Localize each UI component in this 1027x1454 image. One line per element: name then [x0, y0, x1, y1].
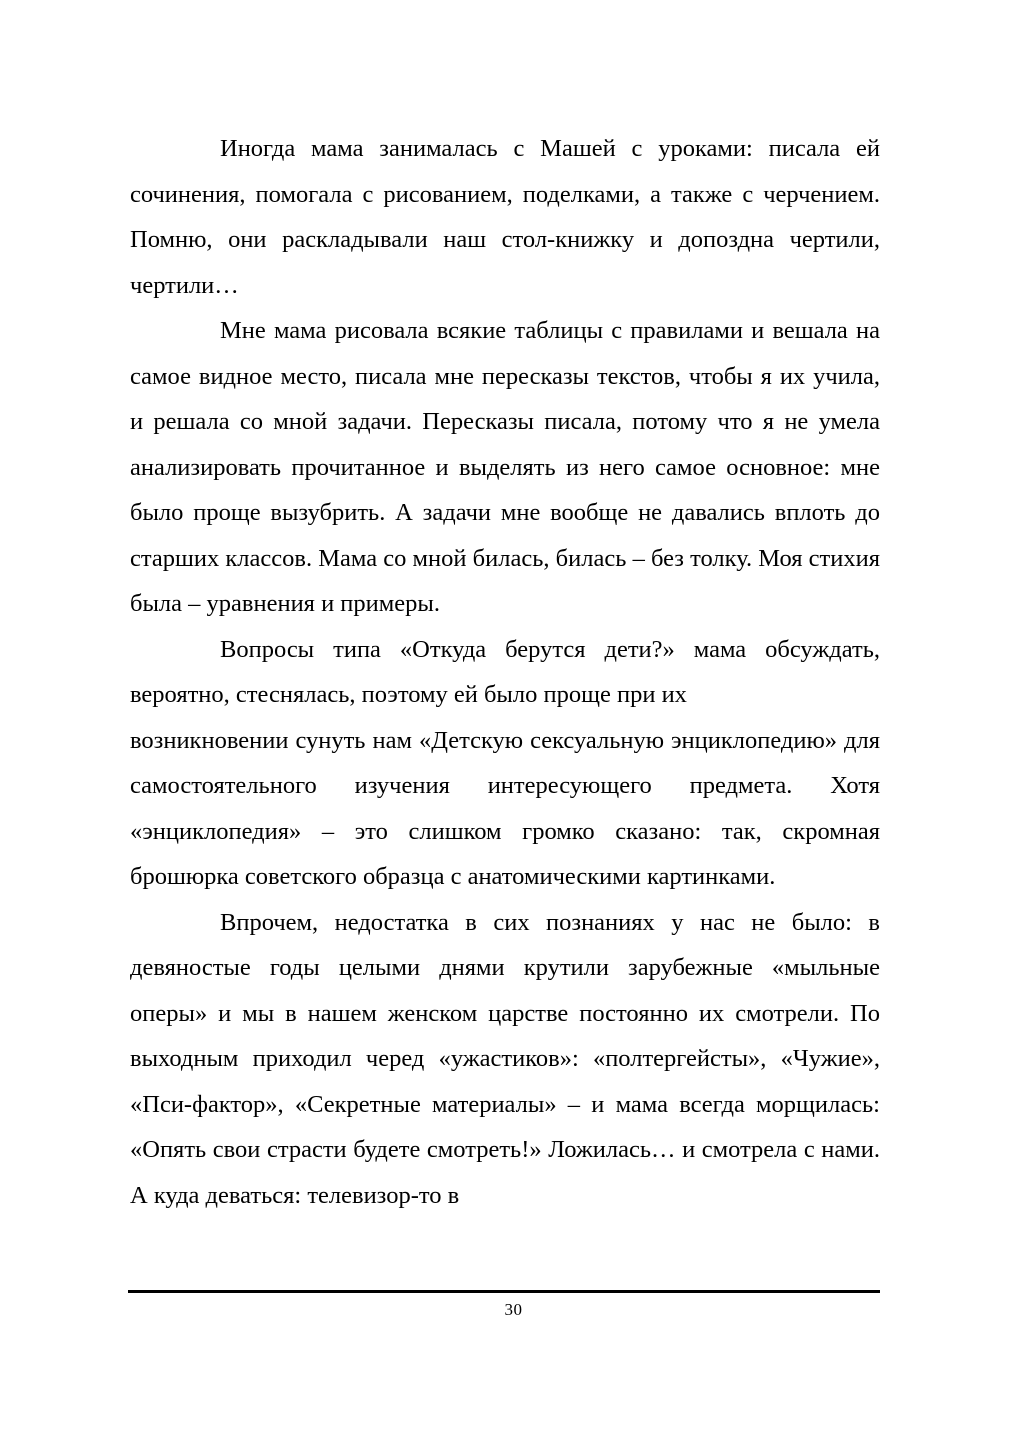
- paragraph-2: Мне мама рисовала всякие таблицы с правилами и вешала на самое видное место, писала мне пересказы текстов, чтобы я их учила, и решала со мной задачи. Пересказы писала, потому что я не умела анализировать прочитанное и выделять из него самое основное: мне было проще вызубрить. А задачи мне вообще не давались вплоть до старших классов. Мама со мной билась, билась – без толку. Моя стихия была – уравнения и примеры.: [130, 317, 880, 617]
- footer-divider: [128, 1290, 880, 1293]
- paragraph-1: Иногда мама занималась с Машей с уроками: писала ей сочинения, помогала с рисованием, поделками, а также с черчением. Помню, они раскладывали наш стол-книжку и допоздна чертили, чертили…: [130, 135, 880, 299]
- paragraph-4: Впрочем, недостатка в сих познаниях у нас не было: в девяностые годы целыми днями крутили зарубежные «мыльные оперы» и мы в нашем женском царстве постоянно их смотрели. По выходным приходил черед «ужастиков»: «полтергейсты», «Чужие», «Пси-фактор», «Секретные материалы» – и мама всегда морщилась: «Опять свои страсти будете смотреть!» Ложилась… и смотрела с нами. А куда деваться: телевизор-то в: [130, 908, 880, 1209]
- paragraph-3: [130, 627, 880, 900]
- page-text-body: [130, 126, 880, 1218]
- paragraph-3-segment-1: Вопросы типа «Откуда берутся дети?» мама обсуждать, вероятно, стеснялась, поэтому ей было проще при их: [130, 635, 880, 708]
- page-number: 30: [504, 1300, 523, 1319]
- paragraph-3-segment-2: возникновении сунуть нам «Детскую сексуальную энциклопедию» для самостоятельного изучения интересующего предмета. Хотя «энциклопедия» – это слишком громко сказано: так, скромная брошюрка советского образца с анатомическими картинками.: [130, 726, 880, 890]
